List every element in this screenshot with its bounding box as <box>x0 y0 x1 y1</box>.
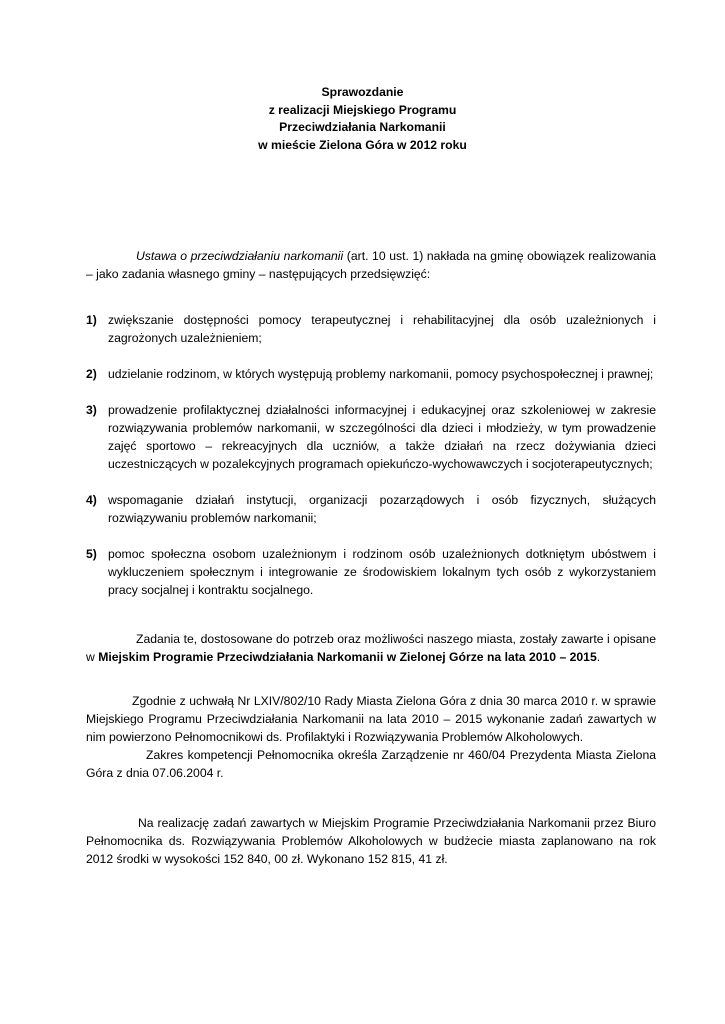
list-number: 2) <box>86 367 97 381</box>
list-item <box>86 491 656 527</box>
list-item <box>86 401 656 473</box>
list-item <box>86 311 656 347</box>
act-name: Ustawa o przeciwdziałaniu narkomanii <box>136 249 344 263</box>
list-text: zwiększanie dostępności pomocy terapeutycznej i rehabilitacyjnej dla osób uzależnionych i zagrożonych uzależnieniem; <box>108 313 656 345</box>
budget-text: Na realizację zadań zawartych w Miejskim Programie Przeciwdziałania Narkomanii przez Biuro Pełnomocnika ds. Rozwiązywania Problemów Alkoholowych w budżecie miasta zaplanowano na rok 2012 środki w wysokości 152 840, 00 zł. Wykonano 152 815, 41 zł. <box>86 816 656 866</box>
intro-text: (art. 10 ust. 1) nakłada na gminę obowiązek realizowania – jako zadania własnego gminy – następujących przedsięwzięć: <box>86 249 656 281</box>
list-number: 5) <box>86 547 97 561</box>
budget-paragraph <box>86 814 656 868</box>
list-number: 1) <box>86 313 97 327</box>
title-line-4: w mieście Zielona Góra w 2012 roku <box>258 137 467 152</box>
list-text: prowadzenie profilaktycznej działalności informacyjnej i edukacyjnej oraz szkoleniowej w zakresie rozwiązywania problemów narkomanii, w szczególności dla dzieci i młodzieży, w tym prowadzenie zajęć sportowo – rekreacyjnych dla uczniów, a także działań na rzecz dożywiania dzieci uczestniczących w pozalekcyjnych programach opiekuńczo-wychowawczych i socjoterapeutycznych; <box>108 403 656 471</box>
program-text-before: Zadania te, dostosowane do potrzeb oraz możliwości naszego miasta, zostały zawarte i opisane w <box>86 632 656 664</box>
competence-text: Zakres kompetencji Pełnomocnika określa Zarządzenie nr 460/04 Prezydenta Miasta Zielona Góra z dnia 07.06.2004 r. <box>86 748 656 780</box>
competence-paragraph <box>86 746 656 782</box>
list-number: 3) <box>86 403 97 417</box>
list-item <box>86 365 656 383</box>
title-line-2: z realizacji Miejskiego Programu <box>268 102 457 117</box>
program-name: Miejskim Programie Przeciwdziałania Narkomanii w Zielonej Górze na lata 2010 – 2015 <box>98 650 597 664</box>
program-paragraph <box>86 630 656 666</box>
task-list <box>86 311 656 599</box>
list-text: pomoc społeczna osobom uzależnionym i rodzinom osób uzależnionych dotkniętym ubóstwem i wykluczeniem społecznym i integrowanie ze środowiskiem lokalnym tych osób z wykorzystaniem pracy socjalnej i kontraktu socjalnego. <box>108 547 656 597</box>
list-number: 4) <box>86 493 97 507</box>
resolution-text: Zgodnie z uchwałą Nr LXIV/802/10 Rady Miasta Zielona Góra z dnia 30 marca 2010 r. w sprawie Miejskiego Programu Przeciwdziałania Narkomanii na lata 2010 – 2015 wykonanie zadań zawartych w nim powierzono Pełnomocnikowi ds. Profilaktyki i Rozwiązywania Problemów Alkoholowych. <box>86 694 656 744</box>
resolution-paragraph <box>86 692 656 746</box>
list-item <box>86 545 656 599</box>
intro-paragraph <box>86 247 656 283</box>
title-line-3: Przeciwdziałania Narkomanii <box>279 120 446 134</box>
program-text-after: . <box>596 650 601 664</box>
list-text: udzielanie rodzinom, w których występują problemy narkomanii, pomocy psychospołecznej i prawnej; <box>108 367 654 381</box>
document-title <box>0 84 725 154</box>
title-line-1: Sprawozdanie <box>321 85 404 99</box>
list-text: wspomaganie działań instytucji, organizacji pozarządowych i osób fizycznych, służących rozwiązywaniu problemów narkomanii; <box>108 493 656 525</box>
